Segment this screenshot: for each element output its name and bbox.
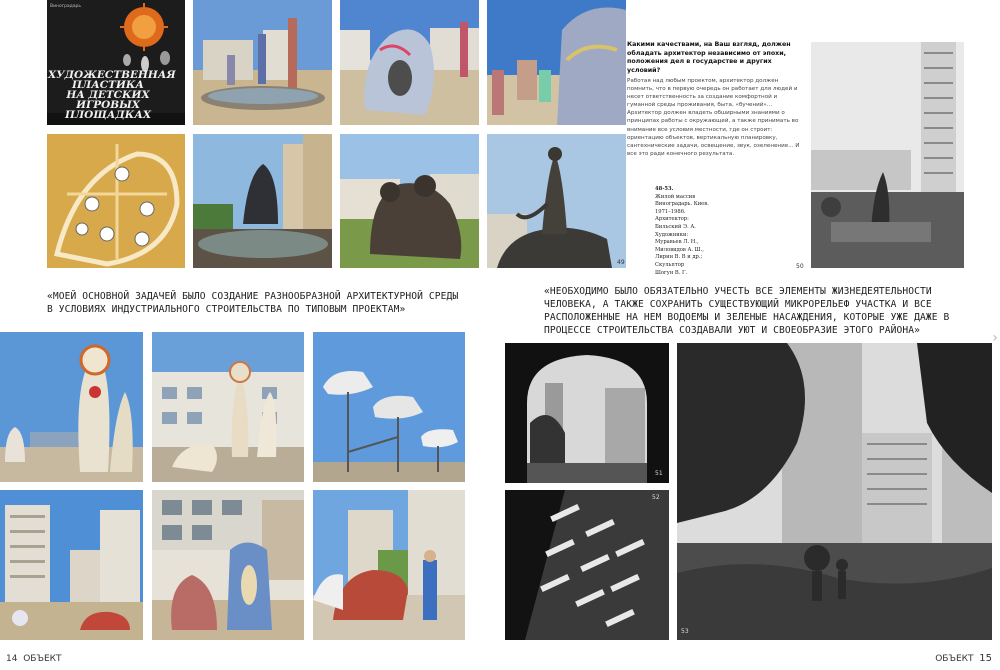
caption-line: Муравьев Л. Н., — [655, 239, 699, 246]
photo-bronze-girl — [487, 134, 626, 268]
page-number: 15 — [979, 653, 992, 664]
cover-title-line: НА ДЕТСКИХ — [66, 89, 150, 101]
photo-school-sculptures — [152, 332, 304, 482]
page-number: 14 — [6, 654, 18, 664]
chevron-right-icon[interactable]: › — [992, 330, 998, 346]
right-pull-quote: «НЕОБХОДИМО БЫЛО ОБЯЗАТЕЛЬНО УЧЕСТЬ ВСЕ ЭЛЕМЕНТЫ ЖИЗНЕДЕЯТЕЛЬНОСТИ ЧЕЛОВЕКА, А ТАКЖЕ СОХРАНИТЬ СУЩЕСТВУЮЩИЙ МИКРОРЕЛЬЕФ УЧАСТКА И ВСЕ РАСПОЛОЖЕННЫЕ НА НЕМ ВОДОЕМЫ И ЗЕЛЕНЫЕ НАСАЖДЕНИЯ, КОТОРЫЕ УЖЕ ДАЖЕ В ПРОЦЕССЕ СТРОИТЕЛЬСТВА СОЗДАВАЛИ УЮТ И СВОЕОБРАЗИЕ ЭТОГО РАЙОНА» — [544, 286, 950, 336]
caption-line: Художники: — [655, 231, 689, 238]
photo-rock-sculpture — [340, 0, 479, 125]
photo-number: 49 — [617, 259, 625, 266]
photo-number: 51 — [655, 470, 663, 477]
right-folio — [935, 653, 992, 664]
photo-ceramic-sculptures — [152, 490, 304, 640]
photo-number: 50 — [796, 263, 804, 270]
photo-caption — [655, 186, 755, 277]
caption-numbers: 48-53. — [655, 186, 674, 192]
caption-line: Шогун В. Г. — [655, 269, 688, 276]
caption-line: Лирин В. В и др.; — [655, 254, 703, 261]
left-folio — [6, 654, 62, 664]
photo-number: 53 — [681, 628, 689, 635]
cover-author: Виноградарь — [50, 4, 82, 9]
caption-line: 1971–1986. — [655, 208, 686, 215]
photo-bw-trees-children — [677, 343, 992, 640]
photo-shoe-sculptures — [313, 332, 465, 482]
cover-title-line: ПЛАСТИКА — [72, 79, 144, 91]
caption-line: Бильский Э. А. — [655, 223, 696, 230]
magazine-name: ОБЪЕКТ — [23, 654, 62, 664]
interview-answer: Работая над любым проектом, архитектор должен помнить, что в первую очередь он работает для людей и несет ответственность за создание комфортной и гуманной среды проживания, быта, «бучений»... Архитектор должен владеть обширными знаниями о принципах работы с окружающей, а также принимать во внимание все условия местности, где он строит: ориентацию объектов, вертикальную планировку, сантехнические задачи, освещение, звук, озеленение... И все это ради конечного результата. — [627, 78, 800, 157]
cover-title-line: ИГРОВЫХ ПЛОЩАДКАХ — [64, 99, 152, 121]
photo-bw-balconies — [505, 490, 669, 640]
photo-ceramic-totems — [0, 332, 143, 482]
site-map-image — [47, 134, 185, 268]
photo-bw-arch — [505, 343, 669, 483]
interview-question: Какими качествами, на Ваш взгляд, должен обладать архитектор независимо от эпохи, положения дел в государстве и других условий? — [627, 41, 791, 74]
photo-bronze-group — [340, 134, 479, 268]
caption-line: Жилой массив — [655, 193, 696, 200]
caption-line: Миловидов А. Ш., — [655, 246, 704, 253]
left-pull-quote: «МОЕЙ ОСНОВНОЙ ЗАДАЧЕЙ БЫЛО СОЗДАНИЕ РАЗНООБРАЗНОЙ АРХИТЕКТУРНОЙ СРЕДЫ В УСЛОВИЯХ ИНДУСТРИАЛЬНОГО СТРОИТЕЛЬСТВА ПО ТИПОВЫМ ПРОЕКТАМ» — [47, 291, 459, 315]
photo-fountain-sculptures — [193, 0, 332, 125]
photo-fountain-figure — [193, 134, 332, 268]
cover-title-line: ХУДОЖЕСТВЕННАЯ — [48, 69, 176, 81]
photo-horse-sculptures — [313, 490, 465, 640]
photo-mosaic-pillars — [487, 0, 626, 125]
caption-line: Архитектор: — [655, 216, 689, 223]
photo-playground-towers — [0, 490, 143, 640]
caption-line: Скульптор — [655, 261, 685, 268]
photo-number: 52 — [652, 494, 660, 501]
photo-bw-highrise-sculpture — [811, 42, 964, 268]
caption-line: Виноградарь. Киев. — [655, 201, 709, 208]
cover-title — [48, 69, 176, 121]
magazine-name: ОБЪЕКТ — [935, 654, 974, 664]
